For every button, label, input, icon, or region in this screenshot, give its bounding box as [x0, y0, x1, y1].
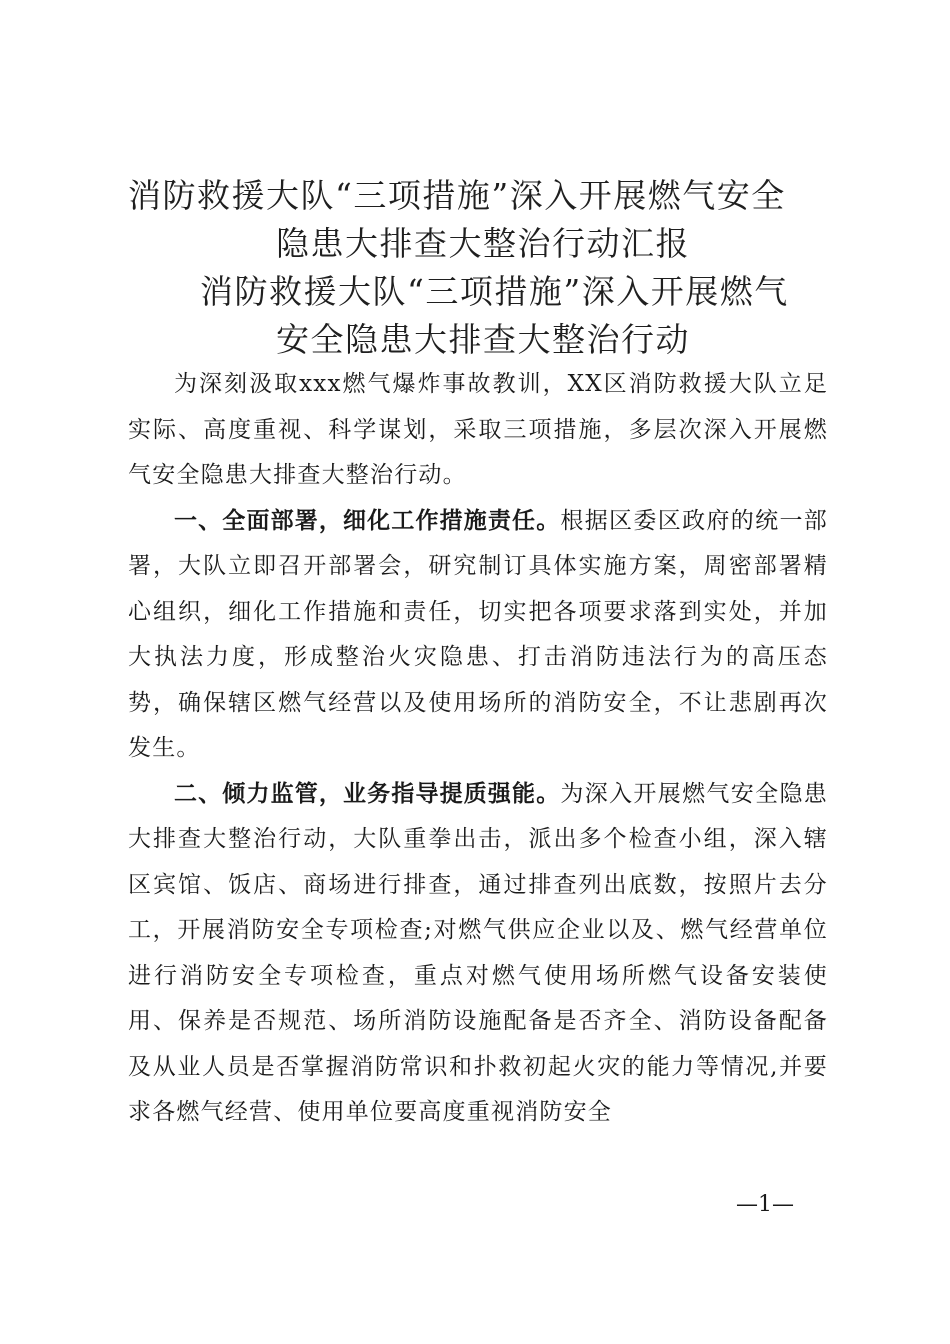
section-1-text: 根据区委区政府的统一部署，大队立即召开部署会，研究制订具体实施方案，周密部署精心组织，细化工作措施和责任，切实把各项要求落到实处，并加大执法力度，形成整治火灾隐患、打击消防违法行为的高压态势，确保辖区燃气经营以及使用场所的消防安全，不让悲剧再次发生。 — [128, 507, 829, 761]
intro-paragraph: 为深刻汲取xxx燃气爆炸事故教训，XX区消防救援大队立足实际、高度重视、科学谋划，采取三项措施，多层次深入开展燃气安全隐患大排查大整治行动。 — [128, 371, 828, 488]
document-title — [128, 172, 838, 364]
section-2-heading: 二、倾力监管，业务指导提质强能。 — [174, 780, 561, 807]
section-2-paragraph — [128, 772, 828, 1136]
section-1-paragraph — [128, 499, 828, 772]
title-line-1: 消防救援大队“三项措施”深入开展燃气安全 — [128, 176, 786, 215]
subtitle-line-1: 消防救援大队“三项措施”深入开展燃气 — [200, 272, 789, 311]
document-body — [128, 362, 828, 1136]
section-2-text: 为深入开展燃气安全隐患大排查大整治行动，大队重拳出击，派出多个检查小组，深入辖区宾馆、饭店、商场进行排查，通过排查列出底数，按照片去分工，开展消防安全专项检查;对燃气供应企业以及、燃气经营单位进行消防安全专项检查，重点对燃气使用场所燃气设备安装使用、保养是否规范、场所消防设施配备是否齐全、消防设备配备及从业人员是否掌握消防常识和扑救初起火灾的能力等情况,并要求各燃气经营、使用单位要高度重视消防安全 — [128, 780, 829, 1125]
page-number: —1— — [736, 1192, 794, 1217]
title-line-2: 隐患大排查大整治行动汇报 — [276, 224, 690, 263]
section-1-heading: 一、全面部署，细化工作措施责任。 — [174, 507, 561, 534]
subtitle-line-2: 安全隐患大排查大整治行动 — [276, 320, 690, 359]
